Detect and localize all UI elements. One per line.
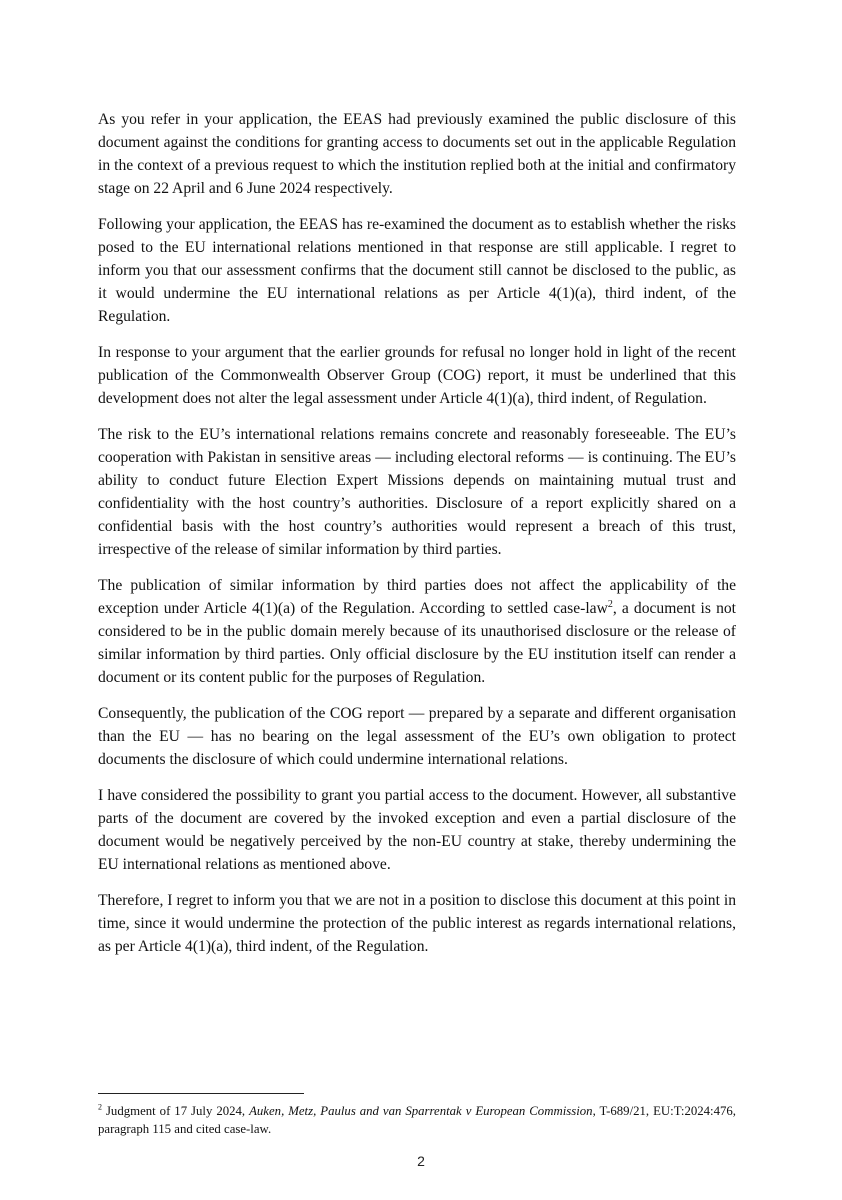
paragraph-re-examination: Following your application, the EEAS has re-examined the document as to establish whether the risks posed to the EU international relations mentioned in that response are still applicable. I regret to inform you that our assessment confirms that the document still cannot be disclosed to the public, as it would undermine the EU international relations as per Article 4(1)(a), third indent, of the Regulation. (98, 216, 736, 325)
paragraph-previous-examination: As you refer in your application, the EEAS had previously examined the public disclosure of this document against the conditions for granting access to documents set out in the applicable Regulation in the context of a previous request to which the institution replied both at the initial and confirmatory stage on 22 April and 6 June 2024 respectively. (98, 111, 736, 197)
paragraph-consequently: Consequently, the publication of the COG report — prepared by a separate and different organisation than the EU — has no bearing on the legal assessment of the EU’s own obligation to protect documents the disclosure of which could undermine international relations. (98, 705, 736, 768)
footnote-tail: , T-689/21, EU:T:2024:476, paragraph 115 and cited case-law. (98, 1104, 736, 1136)
footnote-case-name: Auken, Metz, Paulus and van Sparrentak v European Commission (249, 1104, 593, 1118)
paragraph-case-law (98, 574, 736, 689)
footnote-reference-marker: 2 (607, 598, 613, 610)
paragraph-case-law-text-before: The publication of similar information by third parties does not affect the applicability of the exception under Article 4(1)(a) of the Regulation. According to settled case-law (98, 577, 736, 617)
paragraph-cog-report-argument: In response to your argument that the earlier grounds for refusal no longer hold in light of the recent publication of the Commonwealth Observer Group (COG) report, it must be underlined that this development does not alter the legal assessment under Article 4(1)(a), third indent, of Regulation. (98, 344, 736, 407)
footnote-separator (98, 1093, 304, 1094)
footnote-lead: Judgment of 17 July 2024, (102, 1104, 250, 1118)
paragraph-partial-access: I have considered the possibility to grant you partial access to the document. However, all substantive parts of the document are covered by the invoked exception and even a partial disclosure of the document would be negatively perceived by the non-EU country at stake, thereby undermining the EU international relations as mentioned above. (98, 787, 736, 873)
page-number: 2 (417, 1153, 425, 1169)
paragraph-case-law-text-after: , a document is not considered to be in the public domain merely because of its unauthorised disclosure or the release of similar information by third parties. Only official disclosure by the EU institution itself can render a document or its content public for the purposes of Regulation. (98, 600, 737, 686)
footnote (98, 1102, 736, 1138)
footnote-marker: 2 (98, 1102, 102, 1112)
paragraph-risk-assessment: The risk to the EU’s international relations remains concrete and reasonably foreseeable. The EU’s cooperation with Pakistan in sensitive areas — including electoral reforms — is continuing. The EU’s ability to conduct future Election Expert Missions depends on maintaining mutual trust and confidentiality with the host country’s authorities. Disclosure of a report explicitly shared on a confidential basis with the host country’s authorities would represent a breach of this trust, irrespective of the release of similar information by third parties. (98, 426, 736, 558)
letter-body (98, 108, 736, 971)
paragraph-conclusion: Therefore, I regret to inform you that we are not in a position to disclose this document at this point in time, since it would undermine the protection of the public interest as regards international relations, as per Article 4(1)(a), third indent, of the Regulation. (98, 892, 736, 955)
